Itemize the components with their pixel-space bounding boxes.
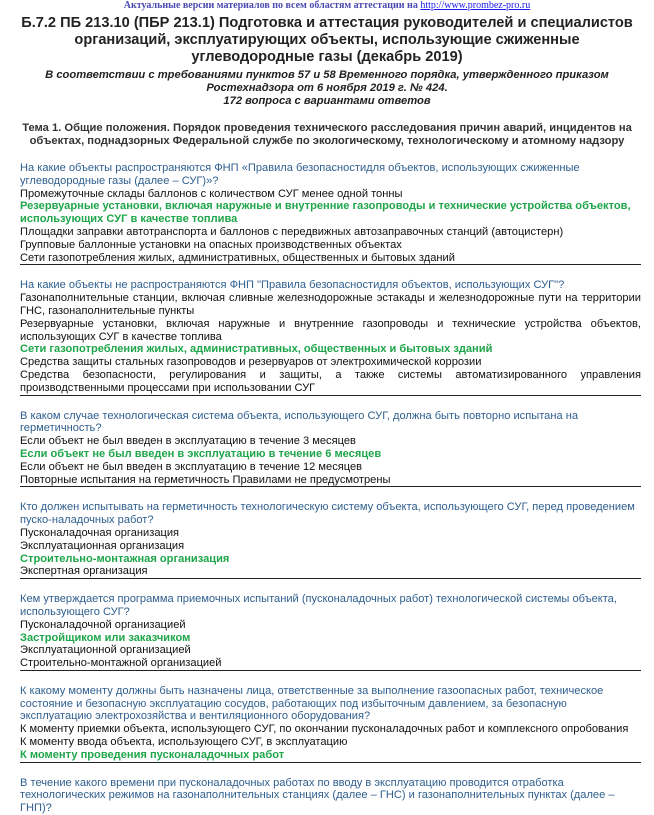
subtitle-line-3: 172 вопроса с вариантами ответов: [223, 95, 431, 107]
subtitle-line-1: В соответствии с требованиями пунктов 57 и 58 Временного порядка, утвержденного приказом: [45, 69, 609, 81]
answer-option: Сети газопотребления жилых, административных, общественных и бытовых зданий: [20, 251, 455, 264]
answer-option-correct: К моменту проведения пусконаладочных работ: [20, 748, 285, 761]
header-banner: [0, 0, 654, 12]
question-block: [20, 777, 641, 815]
answer-option: Групповые баллонные установки на опасных производственных объектах: [20, 238, 402, 251]
answer-option: Экспертная организация: [20, 565, 148, 578]
answer-option: Промежуточные склады баллонов с количеством СУГ менее одной тонны: [20, 187, 403, 200]
question-text: Кто должен испытывать на герметичность технологическую систему объекта, использующего СУГ, перед проведением пуско-наладочных работ?: [20, 501, 635, 527]
question-block: [20, 279, 641, 394]
answer-option: Строительно-монтажной организацией: [20, 657, 222, 670]
separator-line: [20, 264, 641, 265]
answer-option: Газонаполнительные станции, включая сливные железнодорожные эстакады и железнодорожные пути на территории ГНС, газонаполнительные пункты: [20, 292, 641, 317]
answer-option: Если объект не был введен в эксплуатацию в течение 3 месяцев: [20, 435, 356, 448]
separator-line: [20, 486, 641, 487]
question-block: [20, 410, 641, 487]
answer-option: Средства безопасности, регулирования и защиты, а также системы автоматизированного управления производственными процессами при использовании СУГ: [20, 368, 641, 394]
question-block: [20, 162, 641, 264]
answer-option: Резервуарные установки, включая наружные и внутренние газопроводы и технические устройства объектов, использующих СУГ в качестве топлива: [20, 317, 641, 343]
answer-option-correct: Сети газопотребления жилых, административных, общественных и бытовых зданий: [20, 343, 493, 356]
question-block: [20, 685, 641, 762]
separator-line: [20, 762, 641, 763]
answer-option-correct: Строительно-монтажная организация: [20, 552, 230, 565]
separator-line: [20, 395, 641, 396]
banner-text: Актуальные версии материалов по всем областям аттестации на: [123, 0, 418, 11]
answer-option-correct: Застройщиком или заказчиком: [20, 631, 191, 644]
question-text: На какие объекты распространяются ФНП «Правила безопасностидля объектов, использующих сжиженные углеводородные газы (далее – СУГ)»?: [20, 162, 580, 187]
answer-option: К моменту приемки объекта, использующего СУГ, по окончании пусконаладочных работ и комплексного опробования: [20, 723, 629, 736]
banner-link[interactable]: http://www.prombez-pro.ru: [420, 0, 531, 11]
answer-option: Повторные испытания на герметичность Правилами не предусмотрены: [20, 473, 391, 486]
answer-option-correct: Если объект не был введен в эксплуатацию в течение 6 месяцев: [20, 447, 382, 460]
subtitle-line-2: Ростехнадзора от 6 ноября 2019 г. № 424.: [206, 82, 448, 94]
topic-heading: Тема 1. Общие положения. Порядок проведения технического расследования причин аварий, инцидентов на объектах, поднадзорных Федеральной службе по экологическому, технологическому и атомному надзору: [22, 122, 632, 147]
answer-option: Если объект не был введен в эксплуатацию в течение 12 месяцев: [20, 460, 363, 473]
answer-option: Эксплуатационная организация: [20, 539, 185, 552]
answer-option: К моменту ввода объекта, использующего СУГ, в эксплуатацию: [20, 736, 348, 749]
document-subtitle: [20, 69, 634, 108]
separator-line: [20, 578, 641, 579]
answer-option: Пусконаладочная организация: [20, 526, 180, 539]
answer-option: Эксплуатационной организацией: [20, 644, 191, 657]
answer-option-correct: Резервуарные установки, включая наружные и внутренние газопроводы и технические устройства объектов, использующих СУГ в качестве топлива: [20, 200, 631, 226]
question-text: На какие объекты не распространяются ФНП "Правила безопасностидля объектов, использующих СУГ"?: [20, 279, 565, 292]
answer-option: Площадки заправки автотранспорта и баллонов с передвижных автозаправочных станций (автоцистерн): [20, 225, 564, 238]
question-block: [20, 593, 641, 670]
answer-option: Пусконаладочной организацией: [20, 618, 186, 631]
question-block: [20, 501, 641, 578]
question-text: К какому моменту должны быть назначены лица, ответственные за выполнение газоопасных работ, техническое состояние и безопасную эксплуатацию сосудов, работающих под избыточным давлением, за безопасную эксплуатацию электрохозяйства и вентиляционного оборудования?: [20, 684, 604, 723]
document-title: Б.7.2 ПБ 213.10 (ПБР 213.1) Подготовка и аттестация руководителей и специалистов организаций, эксплуатирующих объекты, использующие сжиженные углеводородные газы (декабрь 2019): [21, 15, 633, 65]
separator-line: [20, 670, 641, 671]
question-text: Кем утверждается программа приемочных испытаний (пусконаладочных работ) технологической системы объекта, использующего СУГ?: [20, 593, 617, 618]
answer-option: Средства защиты стальных газопроводов и резервуаров от электрохимической коррозии: [20, 356, 482, 369]
question-text: В каком случае технологическая система объекта, использующего СУГ, должна быть повторно испытана на герметичность?: [20, 409, 579, 435]
question-text: В течение какого времени при пусконаладочных работах по вводу в эксплуатацию проводится отработка технологических режимов на газонаполнительных станциях (далее – ГНС) и газонаполнительных пунктах (далее – ГНП)?: [20, 776, 615, 815]
